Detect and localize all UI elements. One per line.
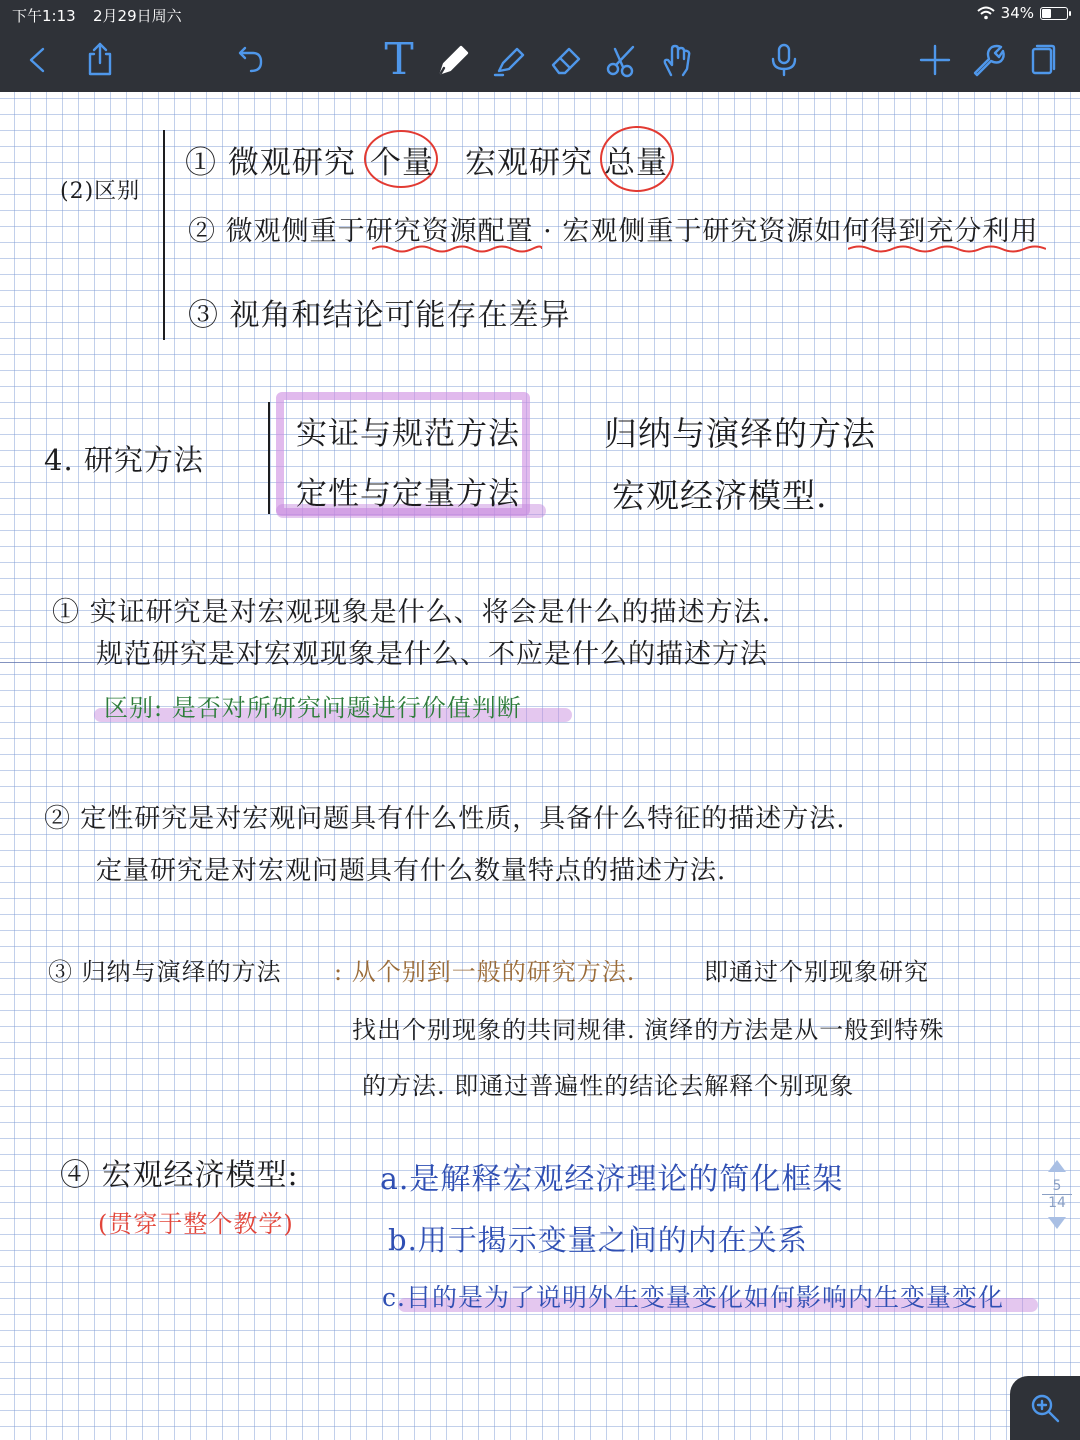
status-bar [0, 0, 1080, 30]
toolbar [0, 30, 1080, 92]
lasso-tool[interactable] [600, 38, 644, 82]
status-right [977, 4, 1068, 22]
section-4-label: 4. 研究方法 [44, 443, 204, 477]
p3-label: ③ 归纳与演绎的方法 [48, 958, 282, 986]
s2-item3: ③ 视角和结论可能存在差异 [188, 298, 571, 333]
section-2-label: (2)区别 [60, 179, 141, 204]
p4-point-b: b.用于揭示变量之间的内在关系 [388, 1223, 808, 1257]
p3-induction-definition: : 从个别到一般的研究方法. [334, 958, 636, 986]
share-icon [81, 41, 119, 79]
highlighter-tool[interactable] [488, 38, 532, 82]
wifi-icon [977, 6, 995, 20]
p1-line2: 规范研究是对宏观现象是什么、不应是什么的描述方法 [96, 639, 768, 670]
back-button[interactable] [16, 38, 60, 82]
brace-section-2 [163, 130, 165, 340]
status-time: 下午1:13 [12, 7, 76, 25]
p2-line2: 定量研究是对宏观问题具有什么数量特点的描述方法. [96, 856, 727, 886]
pages-button[interactable] [1020, 38, 1064, 82]
undo-button[interactable] [226, 38, 270, 82]
notebook-page[interactable] [0, 92, 1080, 1440]
p4-point-c: c.目的是为了说明外生变量变化如何影响内生变量变化 [382, 1283, 1004, 1312]
p4-point-a: a.是解释宏观经济理论的简化框架 [380, 1162, 844, 1197]
hand-icon [659, 41, 697, 79]
red-underline-full-use [848, 244, 1046, 254]
scissors-icon [603, 41, 641, 79]
battery-icon [1040, 7, 1068, 20]
undo-icon [229, 41, 267, 79]
status-date: 2月29日周六 [93, 7, 182, 25]
text-tool[interactable]: T [384, 34, 414, 85]
s2-item1-c: 宏观研究 [465, 145, 593, 181]
p3-line1-end: 即通过个别现象研究 [704, 958, 929, 986]
p2-line1: ② 定性研究是对宏观问题具有什么性质，具备什么特征的描述方法. [44, 804, 846, 834]
plus-icon [916, 41, 954, 79]
p3-line2: 找出个别现象的共同规律. 演绎的方法是从一般到特殊 [352, 1016, 945, 1044]
page-down-icon[interactable] [1048, 1217, 1066, 1229]
p4-label: ④ 宏观经济模型: [60, 1158, 299, 1193]
method-positive-normative: 实证与规范方法 [296, 416, 520, 452]
hand-tool[interactable] [656, 38, 700, 82]
pen-tool[interactable] [432, 38, 476, 82]
p3-line3: 的方法. 即通过普遍性的结论去解释个别现象 [362, 1072, 855, 1100]
p1-line1: ① 实证研究是对宏观现象是什么、将会是什么的描述方法. [52, 597, 772, 628]
microphone-icon [765, 41, 803, 79]
microphone-button[interactable] [762, 38, 806, 82]
s2-item1-d: 总量 [604, 145, 668, 181]
add-page-button[interactable] [913, 38, 957, 82]
red-underline-resource-allocation [372, 244, 542, 254]
zoom-icon [1030, 1393, 1060, 1423]
s2-item1-b: 个量 [370, 145, 434, 181]
current-page: 5 [1042, 1178, 1072, 1195]
eraser-tool[interactable] [544, 38, 588, 82]
eraser-icon [547, 41, 585, 79]
method-macro-model: 宏观经济模型. [612, 476, 828, 515]
pen-icon [435, 41, 473, 79]
p1-difference: 区别: 是否对所研究问题进行价值判断 [104, 694, 522, 722]
battery-percent: 34% [1000, 4, 1034, 22]
page-navigator [1042, 1160, 1072, 1229]
share-button[interactable] [78, 38, 122, 82]
chevron-left-icon [19, 41, 57, 79]
method-induction-deduction: 归纳与演绎的方法 [604, 414, 876, 453]
zoom-button[interactable] [1010, 1376, 1080, 1440]
wrench-icon [969, 41, 1007, 79]
s2-item1-a: ① 微观研究 [185, 145, 356, 181]
page-up-icon[interactable] [1048, 1160, 1066, 1172]
brace-section-4 [268, 402, 270, 514]
settings-button[interactable] [966, 38, 1010, 82]
p4-note-throughout: (贯穿于整个教学) [98, 1210, 294, 1238]
s2-item2: ② 微观侧重于研究资源配置 · 宏观侧重于研究资源如何得到充分利用 [188, 216, 1039, 247]
method-qualitative-quantitative: 定性与定量方法 [296, 476, 520, 512]
total-pages: 14 [1048, 1195, 1066, 1211]
pages-icon [1023, 41, 1061, 79]
highlighter-icon [491, 41, 529, 79]
